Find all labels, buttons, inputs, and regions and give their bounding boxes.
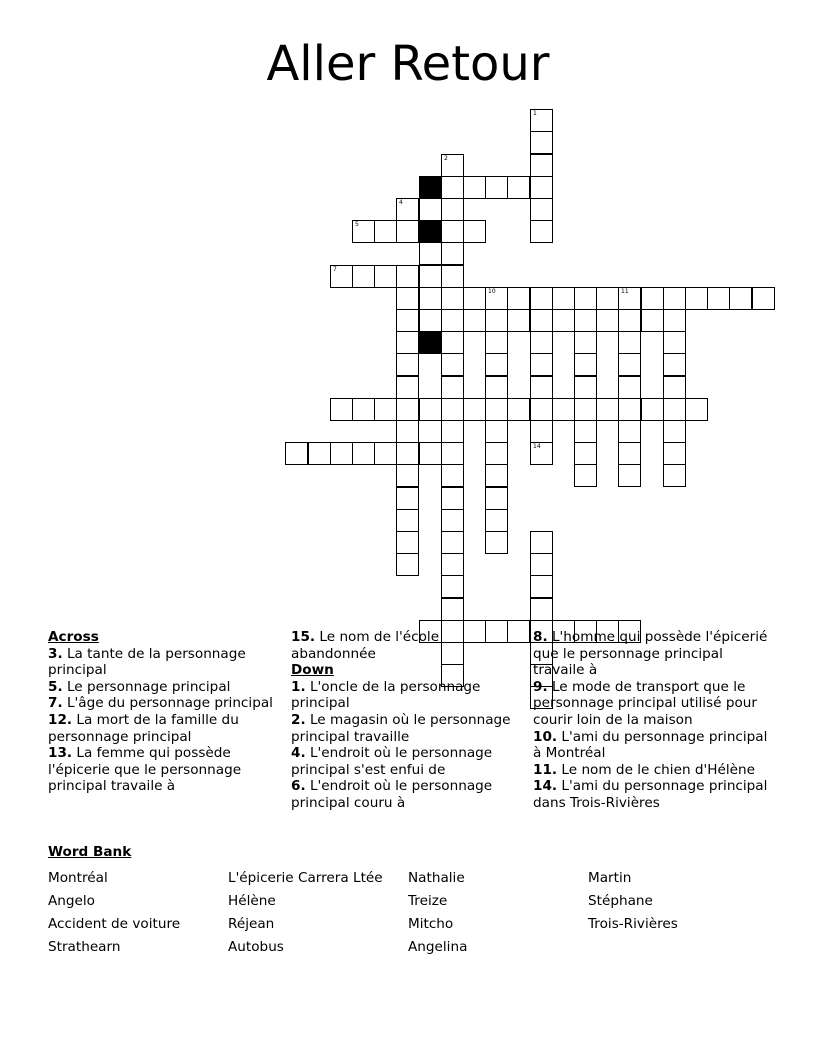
word-bank-item: Réjean xyxy=(228,916,275,932)
crossword-cell[interactable] xyxy=(596,398,619,421)
crossword-cell[interactable] xyxy=(396,398,419,421)
word-bank-column-2 xyxy=(228,867,406,959)
clue-number: 11 xyxy=(621,288,629,295)
clue-number: 3 xyxy=(422,177,426,184)
crossword-cell[interactable] xyxy=(419,242,442,265)
crossword-cell[interactable] xyxy=(485,176,508,199)
crossword-cell[interactable] xyxy=(441,198,464,221)
across-clues-list-continued xyxy=(291,629,519,662)
crossword-cell[interactable] xyxy=(463,398,486,421)
crossword-cell[interactable] xyxy=(330,265,353,288)
clue-item-number: 7. xyxy=(48,695,63,712)
clue-item xyxy=(291,778,519,811)
crossword-cell[interactable] xyxy=(441,531,464,554)
crossword-cell[interactable] xyxy=(441,575,464,598)
crossword-cell[interactable] xyxy=(530,287,553,310)
clue-item xyxy=(533,679,769,729)
crossword-cell[interactable] xyxy=(618,309,641,332)
crossword-cell[interactable] xyxy=(441,353,464,376)
crossword-cell[interactable] xyxy=(441,176,464,199)
down-heading: Down xyxy=(291,662,334,679)
clue-item-text: L'ami du personnage principal dans Trois-Rivières xyxy=(533,778,768,811)
word-bank-column-4 xyxy=(588,867,766,936)
crossword-cell[interactable] xyxy=(441,331,464,354)
clue-item xyxy=(48,646,276,679)
crossword-cell[interactable] xyxy=(729,287,752,310)
crossword-cell[interactable] xyxy=(574,464,597,487)
crossword-cell[interactable] xyxy=(419,309,442,332)
clue-number: 10 xyxy=(488,288,496,295)
crossword-cell[interactable] xyxy=(663,420,686,443)
crossword-cell[interactable] xyxy=(352,398,375,421)
word-bank-item: Angelina xyxy=(408,939,468,955)
clue-item xyxy=(48,712,276,745)
crossword-cell[interactable] xyxy=(574,442,597,465)
crossword-cell[interactable] xyxy=(441,265,464,288)
clue-item-number: 15. xyxy=(291,629,316,645)
crossword-cell[interactable] xyxy=(419,398,442,421)
crossword-cell[interactable] xyxy=(396,353,419,376)
clue-item-number: 11. xyxy=(533,761,558,778)
clue-item-number: 10. xyxy=(533,728,558,745)
clue-item-text: La femme qui possède l'épicerie que le personnage principal travaile à xyxy=(48,745,242,795)
crossword-cell[interactable] xyxy=(419,442,442,465)
crossword-cell[interactable] xyxy=(396,464,419,487)
crossword-cell[interactable] xyxy=(507,398,530,421)
crossword-cell[interactable] xyxy=(330,442,353,465)
crossword-cell[interactable] xyxy=(441,464,464,487)
crossword-cell[interactable] xyxy=(530,154,553,177)
crossword-cell[interactable] xyxy=(441,220,464,243)
across-clues-list xyxy=(48,646,276,795)
word-bank-item: Angelo xyxy=(48,893,96,909)
word-bank-item: Strathearn xyxy=(48,939,121,955)
clue-item-text: L'homme qui possède l'épicerié que le personnage principal travaile à xyxy=(533,629,768,679)
clue-number: 14 xyxy=(533,443,541,450)
clue-column-2 xyxy=(291,629,519,812)
crossword-cell[interactable] xyxy=(574,287,597,310)
crossword-block xyxy=(419,176,442,199)
crossword-cell[interactable] xyxy=(441,398,464,421)
crossword-cell[interactable] xyxy=(507,287,530,310)
word-bank-item: Mitcho xyxy=(408,916,454,932)
clue-item-text: La tante de la personnage principal xyxy=(48,645,246,679)
page-title: Aller Retour xyxy=(266,36,550,92)
clue-item-number: 5. xyxy=(48,678,63,695)
crossword-cell[interactable] xyxy=(441,242,464,265)
crossword-cell[interactable] xyxy=(663,464,686,487)
crossword-cell[interactable] xyxy=(441,553,464,576)
crossword-cell[interactable] xyxy=(530,531,553,554)
crossword-cell[interactable] xyxy=(485,531,508,554)
crossword-cell[interactable] xyxy=(507,176,530,199)
crossword-cell[interactable] xyxy=(707,287,730,310)
crossword-cell[interactable] xyxy=(530,575,553,598)
clue-item xyxy=(291,712,519,745)
crossword-cell[interactable] xyxy=(641,398,664,421)
word-bank-column-3 xyxy=(408,867,586,959)
crossword-cell[interactable] xyxy=(618,331,641,354)
crossword-cell[interactable] xyxy=(663,376,686,399)
crossword-cell[interactable] xyxy=(441,442,464,465)
clue-number: 5 xyxy=(355,221,359,228)
crossword-cell[interactable] xyxy=(374,220,397,243)
clue-number: 1 xyxy=(533,110,537,117)
crossword-cell[interactable] xyxy=(396,509,419,532)
crossword-cell[interactable] xyxy=(485,376,508,399)
crossword-cell[interactable] xyxy=(463,176,486,199)
word-bank-item: Accident de voiture xyxy=(48,916,181,932)
clue-item-text: L'âge du personnage principal xyxy=(66,695,273,712)
clue-item-text: Le mode de transport que le personnage principal utilisé pour courir loin de la maison xyxy=(533,678,757,728)
crossword-cell[interactable] xyxy=(663,287,686,310)
crossword-cell[interactable] xyxy=(441,598,464,621)
crossword-cell[interactable] xyxy=(618,442,641,465)
clue-item-text: L'ami du personnage principal à Montréal xyxy=(533,728,768,762)
clue-item xyxy=(533,778,769,811)
crossword-cell[interactable] xyxy=(618,420,641,443)
crossword-cell[interactable] xyxy=(396,309,419,332)
crossword-cell[interactable] xyxy=(285,442,308,465)
crossword-cell[interactable] xyxy=(485,464,508,487)
clue-item xyxy=(48,745,276,795)
crossword-cell[interactable] xyxy=(485,487,508,510)
crossword-cell[interactable] xyxy=(485,509,508,532)
crossword-cell[interactable] xyxy=(485,331,508,354)
crossword-cell[interactable] xyxy=(596,287,619,310)
crossword-cell[interactable] xyxy=(618,353,641,376)
crossword-cell[interactable] xyxy=(574,353,597,376)
across-heading: Across xyxy=(48,629,99,645)
crossword-cell[interactable] xyxy=(352,265,375,288)
down-clues-list xyxy=(291,679,519,812)
crossword-cell[interactable] xyxy=(374,265,397,288)
crossword-cell[interactable] xyxy=(574,420,597,443)
crossword-cell[interactable] xyxy=(441,154,464,177)
crossword-cell[interactable] xyxy=(685,398,708,421)
word-bank-item: Nathalie xyxy=(408,870,465,886)
crossword-cell[interactable] xyxy=(441,309,464,332)
clue-item-text: L'oncle de la personnage principal xyxy=(291,678,481,712)
crossword-cell[interactable] xyxy=(663,353,686,376)
clue-number: 7 xyxy=(333,266,337,273)
crossword-cell[interactable] xyxy=(485,353,508,376)
crossword-cell[interactable] xyxy=(396,376,419,399)
crossword-cell[interactable] xyxy=(507,309,530,332)
clue-item xyxy=(533,729,769,762)
word-bank-item: Montréal xyxy=(48,870,108,886)
crossword-cell[interactable] xyxy=(663,398,686,421)
crossword-cell[interactable] xyxy=(352,220,375,243)
crossword-cell[interactable] xyxy=(530,331,553,354)
word-bank-column-1 xyxy=(48,867,226,959)
crossword-cell[interactable] xyxy=(641,287,664,310)
crossword-cell[interactable] xyxy=(530,309,553,332)
crossword-cell[interactable] xyxy=(530,442,553,465)
crossword-cell[interactable] xyxy=(441,487,464,510)
crossword-cell[interactable] xyxy=(618,464,641,487)
crossword-cell[interactable] xyxy=(396,220,419,243)
clue-item-number: 13. xyxy=(48,745,73,762)
clue-item-text: La mort de la famille du personnage principal xyxy=(48,711,239,745)
clue-item-number: 14. xyxy=(533,778,558,795)
clue-item-text: Le magasin où le personnage principal travaille xyxy=(291,711,511,745)
crossword-cell[interactable] xyxy=(485,398,508,421)
crossword-block xyxy=(419,220,442,243)
clue-item xyxy=(291,629,519,662)
crossword-cell[interactable] xyxy=(396,487,419,510)
crossword-cell[interactable] xyxy=(596,309,619,332)
crossword-cell[interactable] xyxy=(485,309,508,332)
word-bank-item: Treize xyxy=(408,893,448,909)
clue-item-text: L'endroit où le personnage principal s'est enfui de xyxy=(291,745,493,778)
crossword-cell[interactable] xyxy=(530,220,553,243)
clue-item xyxy=(533,762,769,779)
crossword-cell[interactable] xyxy=(396,531,419,554)
clue-item-text: Le nom de le chien d'Hélène xyxy=(561,761,755,778)
word-bank-item: Stéphane xyxy=(588,893,653,909)
crossword-cell[interactable] xyxy=(530,398,553,421)
crossword-cell[interactable] xyxy=(618,376,641,399)
crossword-cell[interactable] xyxy=(352,442,375,465)
crossword-cell[interactable] xyxy=(530,553,553,576)
crossword-cell[interactable] xyxy=(396,265,419,288)
crossword-cell[interactable] xyxy=(419,287,442,310)
crossword-cell[interactable] xyxy=(574,331,597,354)
crossword-cell[interactable] xyxy=(374,398,397,421)
clue-item xyxy=(291,679,519,712)
crossword-cell[interactable] xyxy=(485,420,508,443)
clue-item-number: 8. xyxy=(533,629,548,645)
crossword-cell[interactable] xyxy=(441,376,464,399)
crossword-cell[interactable] xyxy=(663,442,686,465)
crossword-block xyxy=(419,331,442,354)
crossword-cell[interactable] xyxy=(530,376,553,399)
crossword-cell[interactable] xyxy=(374,442,397,465)
crossword-cell[interactable] xyxy=(530,131,553,154)
crossword-cell[interactable] xyxy=(485,287,508,310)
clue-item-number: 4. xyxy=(291,745,306,762)
crossword-cell[interactable] xyxy=(530,420,553,443)
crossword-cell[interactable] xyxy=(663,331,686,354)
crossword-cell[interactable] xyxy=(441,509,464,532)
crossword-cell[interactable] xyxy=(463,287,486,310)
clue-item-text: Le nom de l'école abandonnée xyxy=(291,629,440,662)
crossword-cell[interactable] xyxy=(396,420,419,443)
crossword-cell[interactable] xyxy=(485,442,508,465)
word-bank-item: L'épicerie Carrera Ltée xyxy=(228,870,383,886)
crossword-cell[interactable] xyxy=(441,287,464,310)
crossword-cell[interactable] xyxy=(441,420,464,443)
crossword-cell[interactable] xyxy=(618,287,641,310)
crossword-cell[interactable] xyxy=(530,109,553,132)
word-bank-item: Trois-Rivières xyxy=(588,916,678,932)
word-bank-heading: Word Bank xyxy=(48,844,132,860)
crossword-cell[interactable] xyxy=(530,176,553,199)
clue-number: 4 xyxy=(399,199,403,206)
word-bank-item: Hélène xyxy=(228,893,276,909)
crossword-cell[interactable] xyxy=(330,398,353,421)
clue-item-number: 12. xyxy=(48,711,73,728)
clue-item-text: Le personnage principal xyxy=(66,678,231,695)
crossword-cell[interactable] xyxy=(419,265,442,288)
crossword-cell[interactable] xyxy=(641,309,664,332)
crossword-cell[interactable] xyxy=(530,598,553,621)
clue-number: 2 xyxy=(444,155,448,162)
crossword-cell[interactable] xyxy=(752,287,775,310)
crossword-cell[interactable] xyxy=(574,309,597,332)
crossword-cell[interactable] xyxy=(552,398,575,421)
crossword-cell[interactable] xyxy=(463,220,486,243)
clue-column-1 xyxy=(48,629,276,795)
crossword-cell[interactable] xyxy=(396,198,419,221)
crossword-cell[interactable] xyxy=(419,198,442,221)
crossword-cell[interactable] xyxy=(574,376,597,399)
crossword-cell[interactable] xyxy=(396,553,419,576)
crossword-cell[interactable] xyxy=(308,442,331,465)
crossword-cell[interactable] xyxy=(685,287,708,310)
clue-item-number: 2. xyxy=(291,711,306,728)
clue-item-number: 3. xyxy=(48,645,63,662)
crossword-cell[interactable] xyxy=(574,398,597,421)
crossword-cell[interactable] xyxy=(530,353,553,376)
crossword-cell[interactable] xyxy=(552,287,575,310)
clue-item xyxy=(533,629,769,679)
crossword-cell[interactable] xyxy=(396,442,419,465)
clue-item-text: L'endroit où le personnage principal couru à xyxy=(291,778,493,811)
crossword-cell[interactable] xyxy=(396,287,419,310)
crossword-cell[interactable] xyxy=(618,398,641,421)
clue-item xyxy=(291,745,519,778)
down-clues-list-continued xyxy=(533,629,769,812)
word-bank-item: Autobus xyxy=(228,939,284,955)
clue-column-3 xyxy=(533,629,769,812)
crossword-cell[interactable] xyxy=(396,331,419,354)
crossword-cell[interactable] xyxy=(552,309,575,332)
clue-item-number: 9. xyxy=(533,678,548,695)
crossword-cell[interactable] xyxy=(663,309,686,332)
crossword-cell[interactable] xyxy=(463,309,486,332)
clue-item xyxy=(48,695,276,712)
clue-item xyxy=(48,679,276,696)
word-bank-item: Martin xyxy=(588,870,632,886)
crossword-cell[interactable] xyxy=(530,198,553,221)
clue-item-number: 6. xyxy=(291,778,306,795)
clue-item-number: 1. xyxy=(291,678,306,695)
